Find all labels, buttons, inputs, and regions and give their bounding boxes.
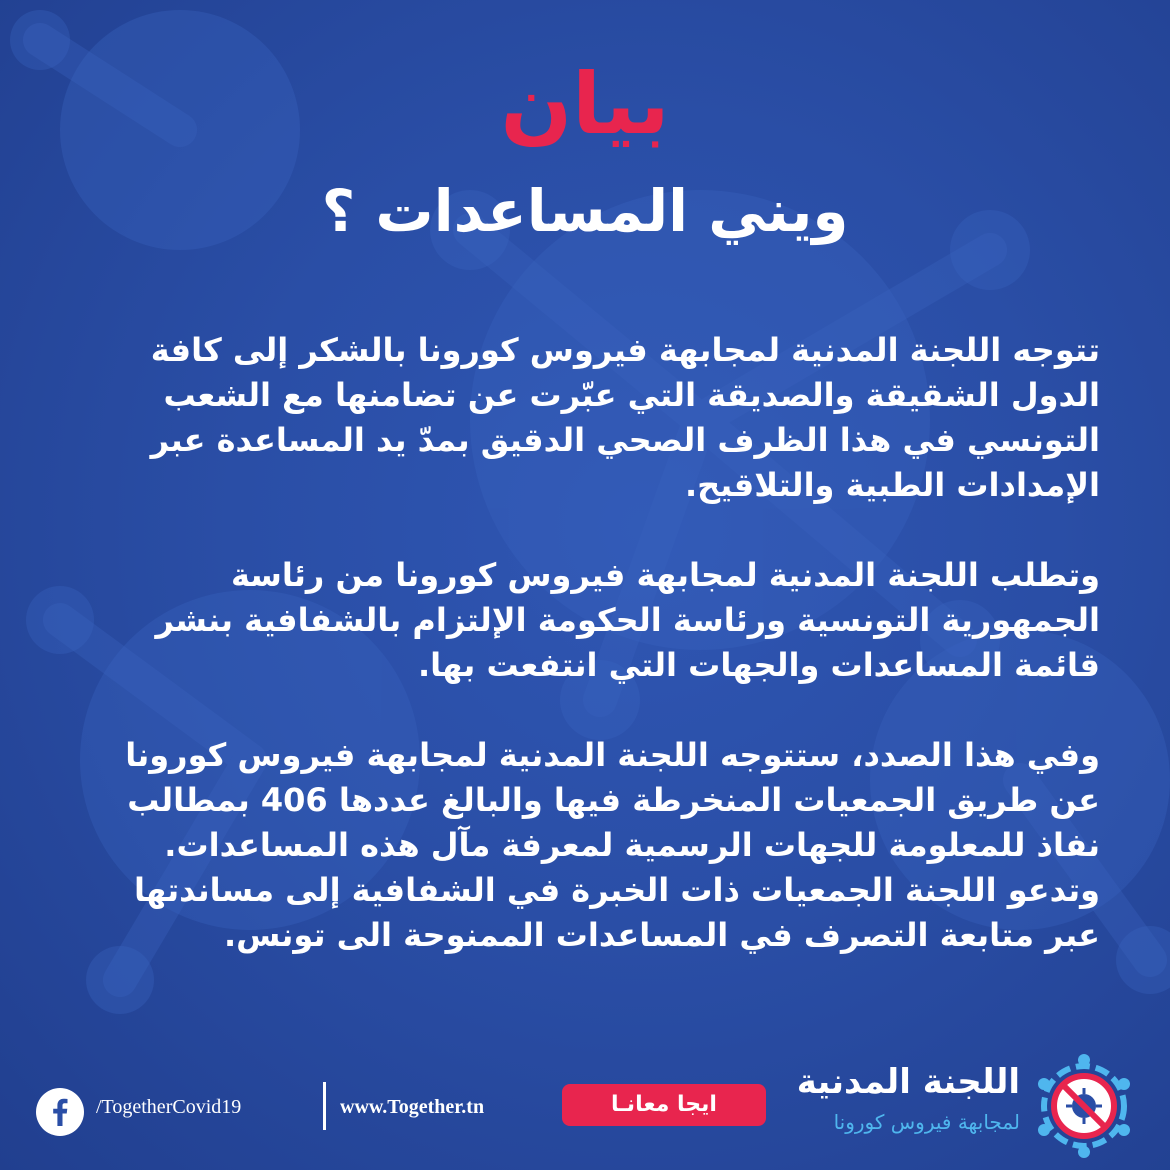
footer	[0, 1040, 1170, 1170]
no-virus-icon	[1032, 1052, 1136, 1160]
statement-subtitle: ويني المساعدات ؟	[321, 177, 849, 245]
footer-divider	[323, 1082, 326, 1130]
statement-body	[92, 328, 1100, 958]
paragraph-action: وفي هذا الصدد، ستتوجه اللجنة المدنية لمجابهة فيروس كورونا عن طريق الجمعيات المنخرطة فيها والبالغ عددها 406 بمطالب نفاذ للمعلومة للجهات الرسمية لمعرفة مآل هذه المساعدات.	[125, 736, 1100, 864]
slogan-badge: ايجا معانـا	[562, 1084, 766, 1126]
paragraph-call: وتدعو اللجنة الجمعيات ذات الخبرة في الشفافية إلى مساندتها عبر متابعة التصرف في المساعدات الممنوحة الى تونس.	[133, 871, 1100, 954]
website-link[interactable]: www.Together.tn	[340, 1096, 485, 1118]
facebook-handle[interactable]: /TogetherCovid19	[96, 1096, 242, 1118]
org-name: اللجنة المدنية	[796, 1062, 1020, 1102]
facebook-icon[interactable]	[36, 1088, 84, 1136]
paragraph-request: وتطلب اللجنة المدنية لمجابهة فيروس كورونا من رئاسة الجمهورية التونسية ورئاسة الحكومة الإلتزام بالشفافية بنشر قائمة المساعدات والجهات التي انتفعت بها.	[155, 556, 1100, 684]
paragraph-thanks: تتوجه اللجنة المدنية لمجابهة فيروس كورونا بالشكر إلى كافة الدول الشقيقة والصديقة التي عبّرت عن تضامنها مع الشعب التونسي في هذا الظرف الصحي الدقيق بمدّ يد المساعدة عبر الإمدادات الطبية والتلاقيح.	[150, 331, 1100, 504]
statement-title: بيان	[500, 55, 670, 153]
org-subtitle: لمجابهة فيروس كورونا	[833, 1110, 1020, 1134]
